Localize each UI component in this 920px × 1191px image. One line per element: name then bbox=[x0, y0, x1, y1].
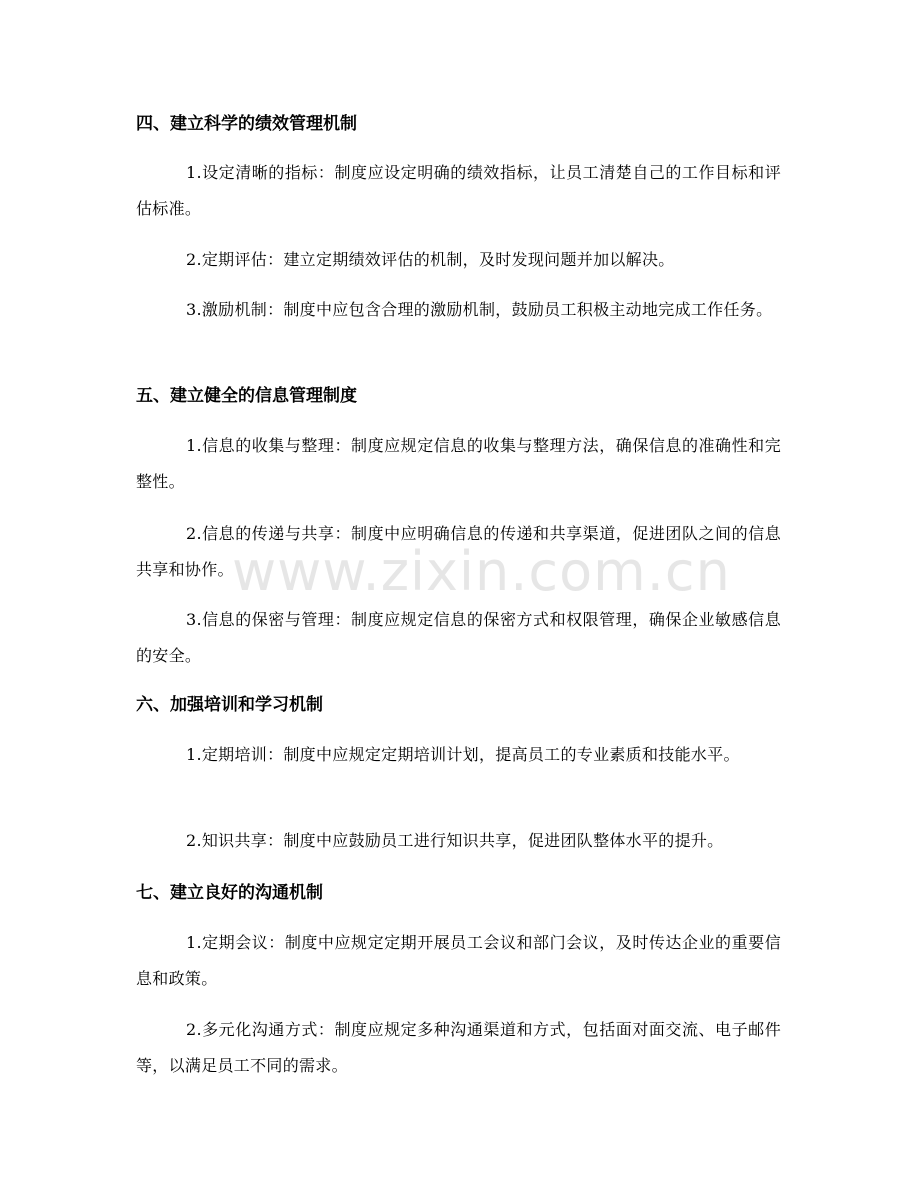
paragraph: 1.信息的收集与整理：制度应规定信息的收集与整理方法，确保信息的准确性和完整性。 bbox=[136, 436, 781, 491]
paragraph: 1.设定清晰的指标：制度应设定明确的绩效指标，让员工清楚自己的工作目标和评估标准。 bbox=[136, 163, 781, 218]
paragraph: 3.激励机制：制度中应包含合理的激励机制，鼓励员工积极主动地完成工作任务。 bbox=[186, 300, 773, 319]
paragraph: 2.定期评估：建立定期绩效评估的机制，及时发现问题并加以解决。 bbox=[186, 250, 675, 269]
section-heading: 六、加强培训和学习机制 bbox=[136, 695, 323, 715]
section-heading: 四、建立科学的绩效管理机制 bbox=[136, 114, 357, 134]
paragraph: 3.信息的保密与管理：制度应规定信息的保密方式和权限管理，确保企业敏感信息的安全。 bbox=[136, 610, 781, 665]
paragraph: 2.多元化沟通方式：制度应规定多种沟通渠道和方式，包括面对面交流、电子邮件等，以满足员工不同的需求。 bbox=[136, 1020, 781, 1075]
paragraph: 2.知识共享：制度中应鼓励员工进行知识共享，促进团队整体水平的提升。 bbox=[186, 831, 724, 850]
paragraph: 2.信息的传递与共享：制度中应明确信息的传递和共享渠道，促进团队之间的信息共享和协作。 bbox=[136, 524, 781, 579]
paragraph: 1.定期培训：制度中应规定定期培训计划，提高员工的专业素质和技能水平。 bbox=[186, 745, 740, 764]
section-heading: 五、建立健全的信息管理制度 bbox=[136, 386, 357, 406]
section-heading: 七、建立良好的沟通机制 bbox=[136, 883, 323, 903]
watermark: www.zixin.com.cn bbox=[232, 540, 731, 603]
paragraph: 1.定期会议：制度中应规定定期开展员工会议和部门会议，及时传达企业的重要信息和政策。 bbox=[136, 933, 781, 988]
